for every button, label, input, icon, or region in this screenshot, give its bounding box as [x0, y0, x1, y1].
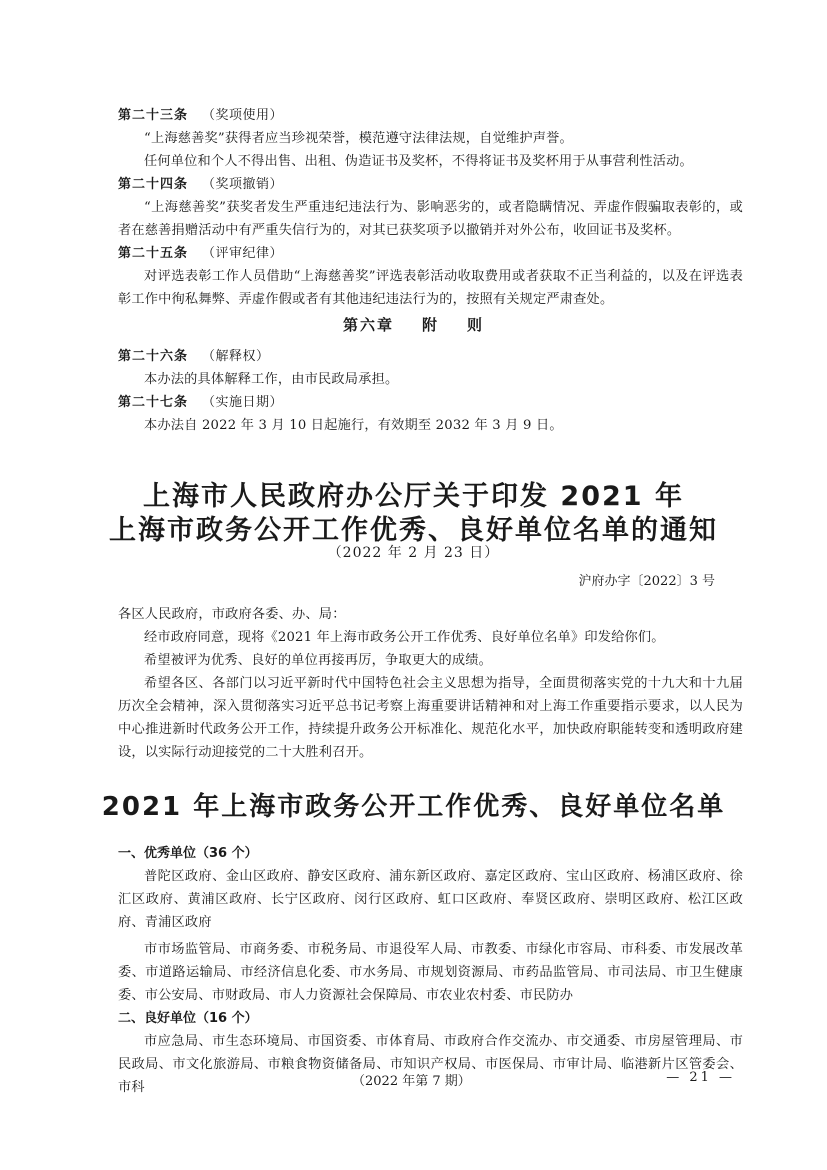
paragraph: “上海慈善奖”获奖者发生严重违纪违法行为、影响恶劣的，或者隐瞒情况、弄虚作假骗取表彰的，或者在慈善捐赠活动中有严重失信行为的，对其已获奖项予以撤销并对外公布，收回证书及奖杯。	[118, 200, 743, 238]
article-number: 第二十五条	[118, 246, 189, 261]
article-24	[118, 173, 743, 242]
notice-title-line-1: 上海市人民政府办公厅关于印发 2021 年	[143, 481, 684, 512]
paragraph: 本办法自 2022 年 3 月 10 日起施行，有效期至 2032 年 3 月 9 日。	[144, 418, 563, 433]
notice-body	[118, 603, 743, 764]
article-number: 第二十三条	[118, 108, 189, 123]
paragraph: 对评选表彰工作人员借助“上海慈善奖”评选表彰活动收取费用或者获取不正当利益的，以及在评选表彰工作中徇私舞弊、弄虚作假或者有其他违纪违法行为的，按照有关规定严肃查处。	[118, 269, 743, 307]
article-heading	[118, 104, 743, 127]
paragraph: 希望各区、各部门以习近平新时代中国特色社会主义思想为指导，全面贯彻落实党的十九大和十九届历次全会精神，深入贯彻落实习近平总书记考察上海重要讲话精神和对上海工作重要指示要求，以人民为中心推进新时代政务公开工作，持续提升政务公开标准化、规范化水平，加快政府职能转变和透明政府建设，以实际行动迎接党的二十大胜利召开。	[118, 676, 743, 760]
article-label: （实施日期）	[202, 395, 284, 410]
article-23	[118, 104, 743, 173]
article-number: 第二十六条	[118, 349, 189, 364]
article-number: 第二十四条	[118, 177, 189, 192]
paragraph: 任何单位和个人不得出售、出租、伪造证书及奖杯，不得将证书及奖杯用于从事营利性活动。	[144, 154, 693, 169]
paragraph: “上海慈善奖”获得者应当珍视荣誉，模范遵守法律法规，自觉维护声誉。	[144, 131, 573, 146]
notice-date: （2022 年 2 月 23 日）	[327, 545, 500, 561]
article-25	[118, 242, 743, 311]
article-heading	[118, 173, 743, 196]
excellent-heading: 一、优秀单位（36 个）	[118, 846, 258, 861]
article-heading	[118, 345, 743, 368]
chapter-number: 第六章	[342, 316, 394, 334]
excellent-departments: 市市场监管局、市商务委、市税务局、市退役军人局、市教委、市绿化市容局、市科委、市发展改革委、市道路运输局、市经济信息化委、市水务局、市规划资源局、市药品监管局、市司法局、市卫生健康委、市公安局、市财政局、市人力资源社会保障局、市农业农村委、市民防办	[118, 942, 743, 1003]
excellent-districts: 普陀区政府、金山区政府、静安区政府、浦东新区政府、嘉定区政府、宝山区政府、杨浦区政府、徐汇区政府、黄浦区政府、长宁区政府、闵行区政府、虹口区政府、奉贤区政府、崇明区政府、松江区政府、青浦区政府	[118, 869, 743, 930]
unit-list	[118, 842, 743, 1099]
chapter-title-char: 则	[467, 316, 485, 334]
paragraph: 希望被评为优秀、良好的单位再接再厉，争取更大的成绩。	[144, 653, 493, 668]
paragraph: 本办法的具体解释工作，由市民政局承担。	[144, 372, 399, 387]
article-label: （评审纪律）	[202, 246, 284, 261]
chapter-title-char: 附	[421, 316, 439, 334]
article-27	[118, 391, 743, 437]
good-heading: 二、良好单位（16 个）	[118, 1011, 258, 1026]
article-label: （奖项使用）	[202, 108, 284, 123]
notice-title-line-2: 上海市政务公开工作优秀、良好单位名单的通知	[109, 515, 718, 546]
article-number: 第二十七条	[118, 395, 189, 410]
chapter-heading	[0, 314, 827, 335]
article-label: （解释权）	[202, 349, 270, 364]
article-heading	[118, 391, 743, 414]
document-number: 沪府办字〔2022〕3 号	[578, 574, 715, 589]
list-title: 2021 年上海市政务公开工作优秀、良好单位名单	[101, 792, 726, 822]
article-label: （奖项撤销）	[202, 177, 284, 192]
issue-label: （2022 年第 7 期）	[352, 1074, 471, 1089]
good-departments: 市应急局、市生态环境局、市国资委、市体育局、市政府合作交流办、市交通委、市房屋管理局、市民政局、市文化旅游局、市粮食物资储备局、市知识产权局、市医保局、市审计局、临港新片区管委会、市科	[118, 1034, 743, 1095]
paragraph: 经市政府同意，现将《2021 年上海市政务公开工作优秀、良好单位名单》印发给你们。	[144, 630, 665, 645]
addressee: 各区人民政府，市政府各委、办、局：	[118, 607, 346, 622]
article-heading	[118, 242, 743, 265]
article-26	[118, 345, 743, 391]
page-number: — 21 —	[666, 1070, 735, 1085]
